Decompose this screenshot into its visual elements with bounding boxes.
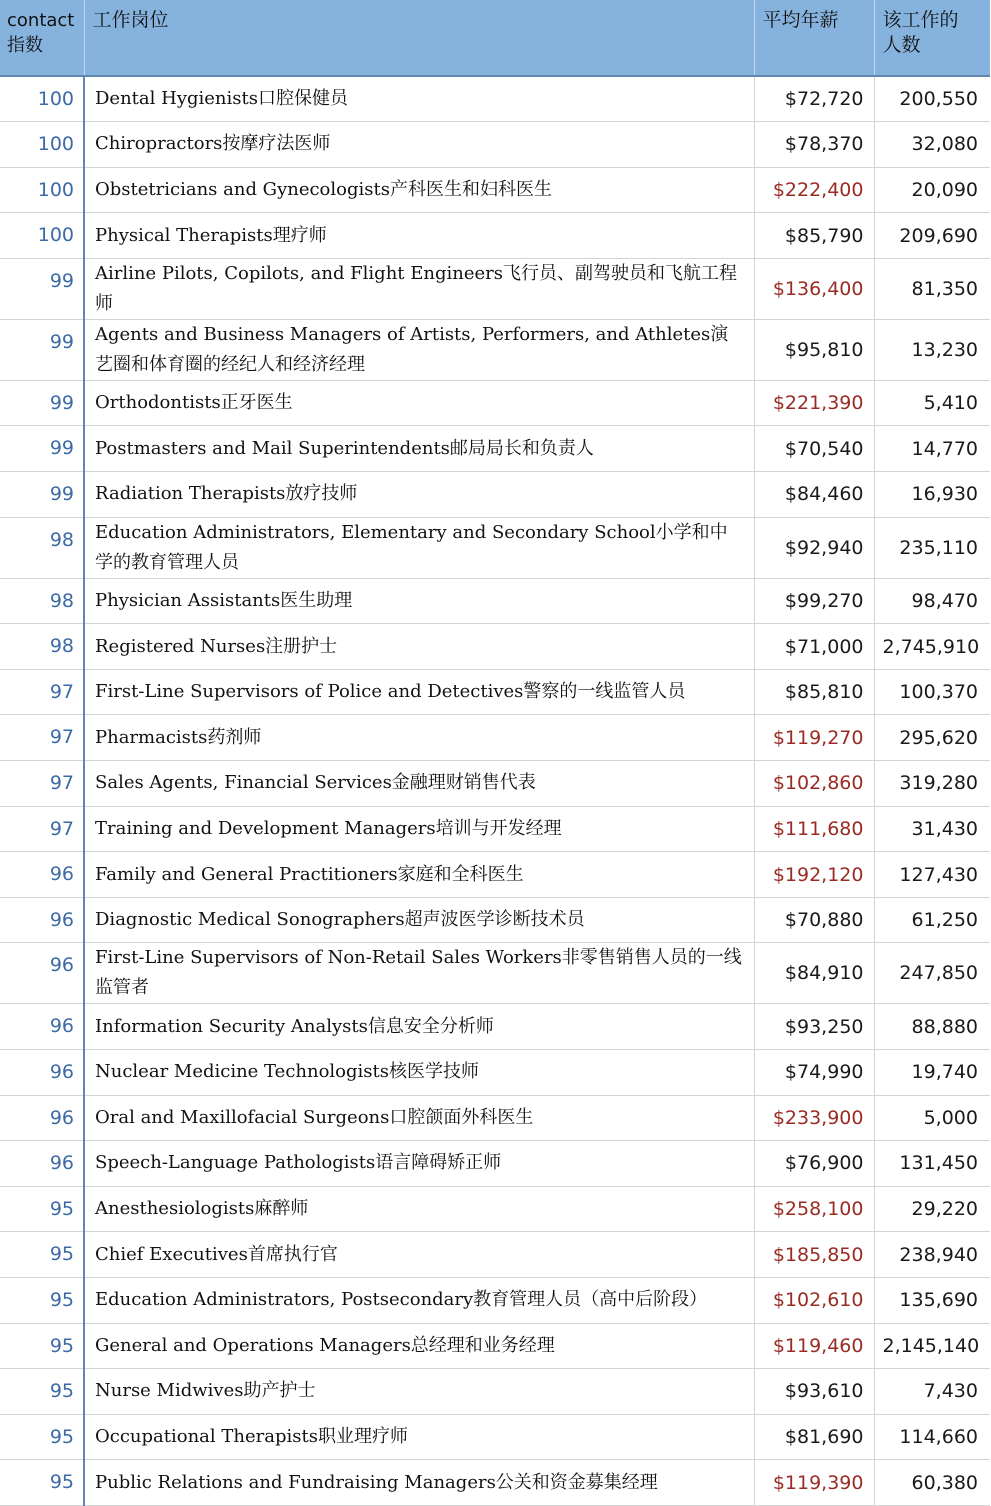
index-cell: 98 [0, 624, 84, 670]
salary-cell: $74,990 [754, 1050, 874, 1096]
count-cell: 16,930 [874, 472, 990, 518]
salary-cell: $95,810 [754, 319, 874, 380]
count-cell: 32,080 [874, 122, 990, 168]
index-cell: 95 [0, 1277, 84, 1323]
index-cell: 99 [0, 426, 84, 472]
index-cell: 96 [0, 1050, 84, 1096]
index-cell: 99 [0, 319, 84, 380]
salary-cell: $85,790 [754, 213, 874, 259]
table-row [0, 624, 990, 670]
salary-cell: $258,100 [754, 1186, 874, 1232]
table-row [0, 1277, 990, 1323]
job-title-cell: Diagnostic Medical Sonographers超声波医学诊断技术员 [84, 897, 754, 943]
job-title-cell: Public Relations and Fundraising Managers公关和资金募集经理 [84, 1460, 754, 1506]
job-title-cell: Occupational Therapists职业理疗师 [84, 1414, 754, 1460]
index-cell: 97 [0, 761, 84, 807]
table-row [0, 852, 990, 898]
job-title-cell: Obstetricians and Gynecologists产科医生和妇科医生 [84, 167, 754, 213]
job-title-cell: Training and Development Managers培训与开发经理 [84, 806, 754, 852]
count-cell: 20,090 [874, 167, 990, 213]
table-row [0, 1095, 990, 1141]
table-row [0, 1232, 990, 1278]
job-title-cell: Radiation Therapists放疗技师 [84, 472, 754, 518]
index-cell: 100 [0, 122, 84, 168]
table-row [0, 380, 990, 426]
index-cell: 97 [0, 806, 84, 852]
count-cell: 2,745,910 [874, 624, 990, 670]
salary-cell: $136,400 [754, 258, 874, 319]
table-row [0, 517, 990, 578]
count-cell: 19,740 [874, 1050, 990, 1096]
table-row [0, 761, 990, 807]
index-cell: 98 [0, 578, 84, 624]
job-title-cell: Registered Nurses注册护士 [84, 624, 754, 670]
job-title-cell: Chief Executives首席执行官 [84, 1232, 754, 1278]
table-row [0, 122, 990, 168]
count-cell: 319,280 [874, 761, 990, 807]
header-index-line1: contact [7, 10, 75, 31]
header-index-line2: 指数 [7, 35, 43, 56]
count-cell: 81,350 [874, 258, 990, 319]
salary-cell: $102,860 [754, 761, 874, 807]
salary-cell: $71,000 [754, 624, 874, 670]
salary-cell: $92,940 [754, 517, 874, 578]
job-title-cell: Pharmacists药剂师 [84, 715, 754, 761]
index-cell: 99 [0, 472, 84, 518]
salary-cell: $111,680 [754, 806, 874, 852]
salary-cell: $102,610 [754, 1277, 874, 1323]
table-row [0, 1050, 990, 1096]
salary-cell: $84,910 [754, 943, 874, 1004]
index-cell: 97 [0, 715, 84, 761]
count-cell: 5,410 [874, 380, 990, 426]
salary-cell: $119,390 [754, 1460, 874, 1506]
count-cell: 114,660 [874, 1414, 990, 1460]
job-title-cell: Dental Hygienists口腔保健员 [84, 76, 754, 122]
header-count-line1: 该工作的 [882, 9, 959, 31]
salary-cell: $70,880 [754, 897, 874, 943]
table-row [0, 897, 990, 943]
salary-cell: $85,810 [754, 669, 874, 715]
index-cell: 95 [0, 1186, 84, 1232]
salary-cell: $72,720 [754, 76, 874, 122]
salary-cell: $84,460 [754, 472, 874, 518]
job-title-cell: Education Administrators, Elementary and Secondary School小学和中学的教育管理人员 [84, 517, 754, 578]
salary-cell: $93,250 [754, 1004, 874, 1050]
count-cell: 209,690 [874, 213, 990, 259]
table-row [0, 426, 990, 472]
salary-cell: $70,540 [754, 426, 874, 472]
salary-cell: $93,610 [754, 1369, 874, 1415]
count-cell: 29,220 [874, 1186, 990, 1232]
index-cell: 95 [0, 1414, 84, 1460]
header-count-line2: 人数 [882, 34, 921, 56]
salary-cell: $222,400 [754, 167, 874, 213]
job-title-cell: Family and General Practitioners家庭和全科医生 [84, 852, 754, 898]
table-row [0, 669, 990, 715]
count-cell: 88,880 [874, 1004, 990, 1050]
table-row [0, 1323, 990, 1369]
table-row [0, 715, 990, 761]
table-row [0, 258, 990, 319]
header-row [0, 0, 990, 76]
count-cell: 98,470 [874, 578, 990, 624]
job-title-cell: First-Line Supervisors of Police and Detectives警察的一线监管人员 [84, 669, 754, 715]
job-title-cell: General and Operations Managers总经理和业务经理 [84, 1323, 754, 1369]
table-row [0, 1186, 990, 1232]
count-cell: 131,450 [874, 1141, 990, 1187]
count-cell: 238,940 [874, 1232, 990, 1278]
count-cell: 31,430 [874, 806, 990, 852]
table-row [0, 1141, 990, 1187]
job-title-cell: Nuclear Medicine Technologists核医学技师 [84, 1050, 754, 1096]
job-title-cell: Agents and Business Managers of Artists, Performers, and Athletes演艺圈和体育圈的经纪人和经济经理 [84, 319, 754, 380]
job-title-cell: Information Security Analysts信息安全分析师 [84, 1004, 754, 1050]
table-row [0, 1460, 990, 1506]
count-cell: 7,430 [874, 1369, 990, 1415]
index-cell: 99 [0, 380, 84, 426]
job-title-cell: Chiropractors按摩疗法医师 [84, 122, 754, 168]
job-title-cell: Postmasters and Mail Superintendents邮局局长和负责人 [84, 426, 754, 472]
job-title-cell: Sales Agents, Financial Services金融理财销售代表 [84, 761, 754, 807]
header-count [874, 0, 990, 76]
table-header [0, 0, 990, 76]
job-title-cell: Speech-Language Pathologists语言障碍矫正师 [84, 1141, 754, 1187]
index-cell: 96 [0, 1141, 84, 1187]
job-title-cell: Physician Assistants医生助理 [84, 578, 754, 624]
index-cell: 96 [0, 1004, 84, 1050]
count-cell: 295,620 [874, 715, 990, 761]
count-cell: 61,250 [874, 897, 990, 943]
salary-cell: $81,690 [754, 1414, 874, 1460]
job-title-cell: Education Administrators, Postsecondary教育管理人员（高中后阶段） [84, 1277, 754, 1323]
index-cell: 96 [0, 943, 84, 1004]
index-cell: 100 [0, 213, 84, 259]
salary-cell: $192,120 [754, 852, 874, 898]
salary-cell: $119,270 [754, 715, 874, 761]
index-cell: 95 [0, 1369, 84, 1415]
table-row [0, 1369, 990, 1415]
job-title-cell: First-Line Supervisors of Non-Retail Sales Workers非零售销售人员的一线监管者 [84, 943, 754, 1004]
job-title-cell: Airline Pilots, Copilots, and Flight Engineers飞行员、副驾驶员和飞航工程师 [84, 258, 754, 319]
count-cell: 60,380 [874, 1460, 990, 1506]
job-title-cell: Physical Therapists理疗师 [84, 213, 754, 259]
salary-cell: $185,850 [754, 1232, 874, 1278]
index-cell: 96 [0, 852, 84, 898]
table-body [0, 76, 990, 1505]
table-row [0, 943, 990, 1004]
index-cell: 95 [0, 1232, 84, 1278]
index-cell: 97 [0, 669, 84, 715]
index-cell: 98 [0, 517, 84, 578]
header-index [0, 0, 84, 76]
count-cell: 100,370 [874, 669, 990, 715]
header-salary: 平均年薪 [754, 0, 874, 76]
index-cell: 96 [0, 1095, 84, 1141]
salary-cell: $99,270 [754, 578, 874, 624]
count-cell: 5,000 [874, 1095, 990, 1141]
count-cell: 2,145,140 [874, 1323, 990, 1369]
count-cell: 13,230 [874, 319, 990, 380]
table-row [0, 1414, 990, 1460]
index-cell: 99 [0, 258, 84, 319]
salary-cell: $221,390 [754, 380, 874, 426]
salary-cell: $233,900 [754, 1095, 874, 1141]
index-cell: 100 [0, 76, 84, 122]
job-title-cell: Anesthesiologists麻醉师 [84, 1186, 754, 1232]
header-job: 工作岗位 [84, 0, 754, 76]
table-row [0, 76, 990, 122]
job-title-cell: Oral and Maxillofacial Surgeons口腔颌面外科医生 [84, 1095, 754, 1141]
salary-cell: $119,460 [754, 1323, 874, 1369]
count-cell: 14,770 [874, 426, 990, 472]
count-cell: 135,690 [874, 1277, 990, 1323]
count-cell: 247,850 [874, 943, 990, 1004]
index-cell: 96 [0, 897, 84, 943]
table-row [0, 1004, 990, 1050]
job-title-cell: Orthodontists正牙医生 [84, 380, 754, 426]
index-cell: 95 [0, 1460, 84, 1506]
count-cell: 127,430 [874, 852, 990, 898]
index-cell: 100 [0, 167, 84, 213]
count-cell: 200,550 [874, 76, 990, 122]
job-title-cell: Nurse Midwives助产护士 [84, 1369, 754, 1415]
table-row [0, 167, 990, 213]
index-cell: 95 [0, 1323, 84, 1369]
table-row [0, 578, 990, 624]
salary-cell: $76,900 [754, 1141, 874, 1187]
salary-cell: $78,370 [754, 122, 874, 168]
table-row [0, 472, 990, 518]
count-cell: 235,110 [874, 517, 990, 578]
table-row [0, 806, 990, 852]
table-row [0, 213, 990, 259]
table-row [0, 319, 990, 380]
